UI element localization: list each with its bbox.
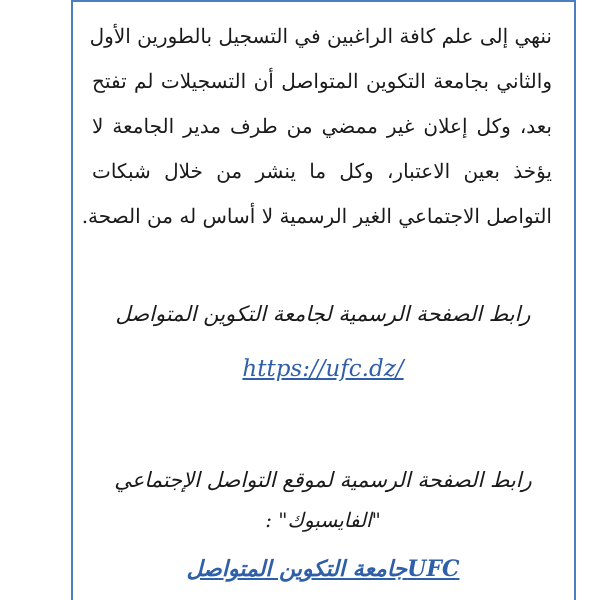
page-border-right [574, 0, 576, 600]
facebook-label: رابط الصفحة الرسمية لموقع التواصل الإجتماعي [114, 468, 532, 492]
page-border-top [71, 0, 576, 2]
notice-line-3: بعد، وكل إعلان غير ممضي من طرف مدير الجامعة لا [92, 114, 552, 138]
notice-line-2: والثاني بجامعة التكوين المتواصل أن التسجيلات لم تفتح [92, 69, 552, 93]
notice-line-5: التواصل الاجتماعي الغير الرسمية لا أساس له من الصحة. [81, 204, 552, 228]
facebook-page-link[interactable]: UFCجامعة التكوين المتواصل [186, 556, 460, 582]
official-site-label: رابط الصفحة الرسمية لجامعة التكوين المتواصل [115, 302, 531, 326]
official-site-link-container [80, 356, 566, 382]
official-site-link[interactable]: https://ufc.dz/ [242, 356, 404, 382]
notice-paragraph [81, 14, 552, 239]
notice-line-4: يؤخذ بعين الاعتبار، وكل ما ينشر من خلال شبكات [92, 159, 552, 183]
facebook-link-container [80, 556, 566, 582]
facebook-sublabel: "الفايسبوك" : [265, 508, 381, 532]
notice-line-1: ننهي إلى علم كافة الراغبين في التسجيل بالطورين الأول [89, 24, 552, 48]
page-border-left [71, 0, 73, 600]
